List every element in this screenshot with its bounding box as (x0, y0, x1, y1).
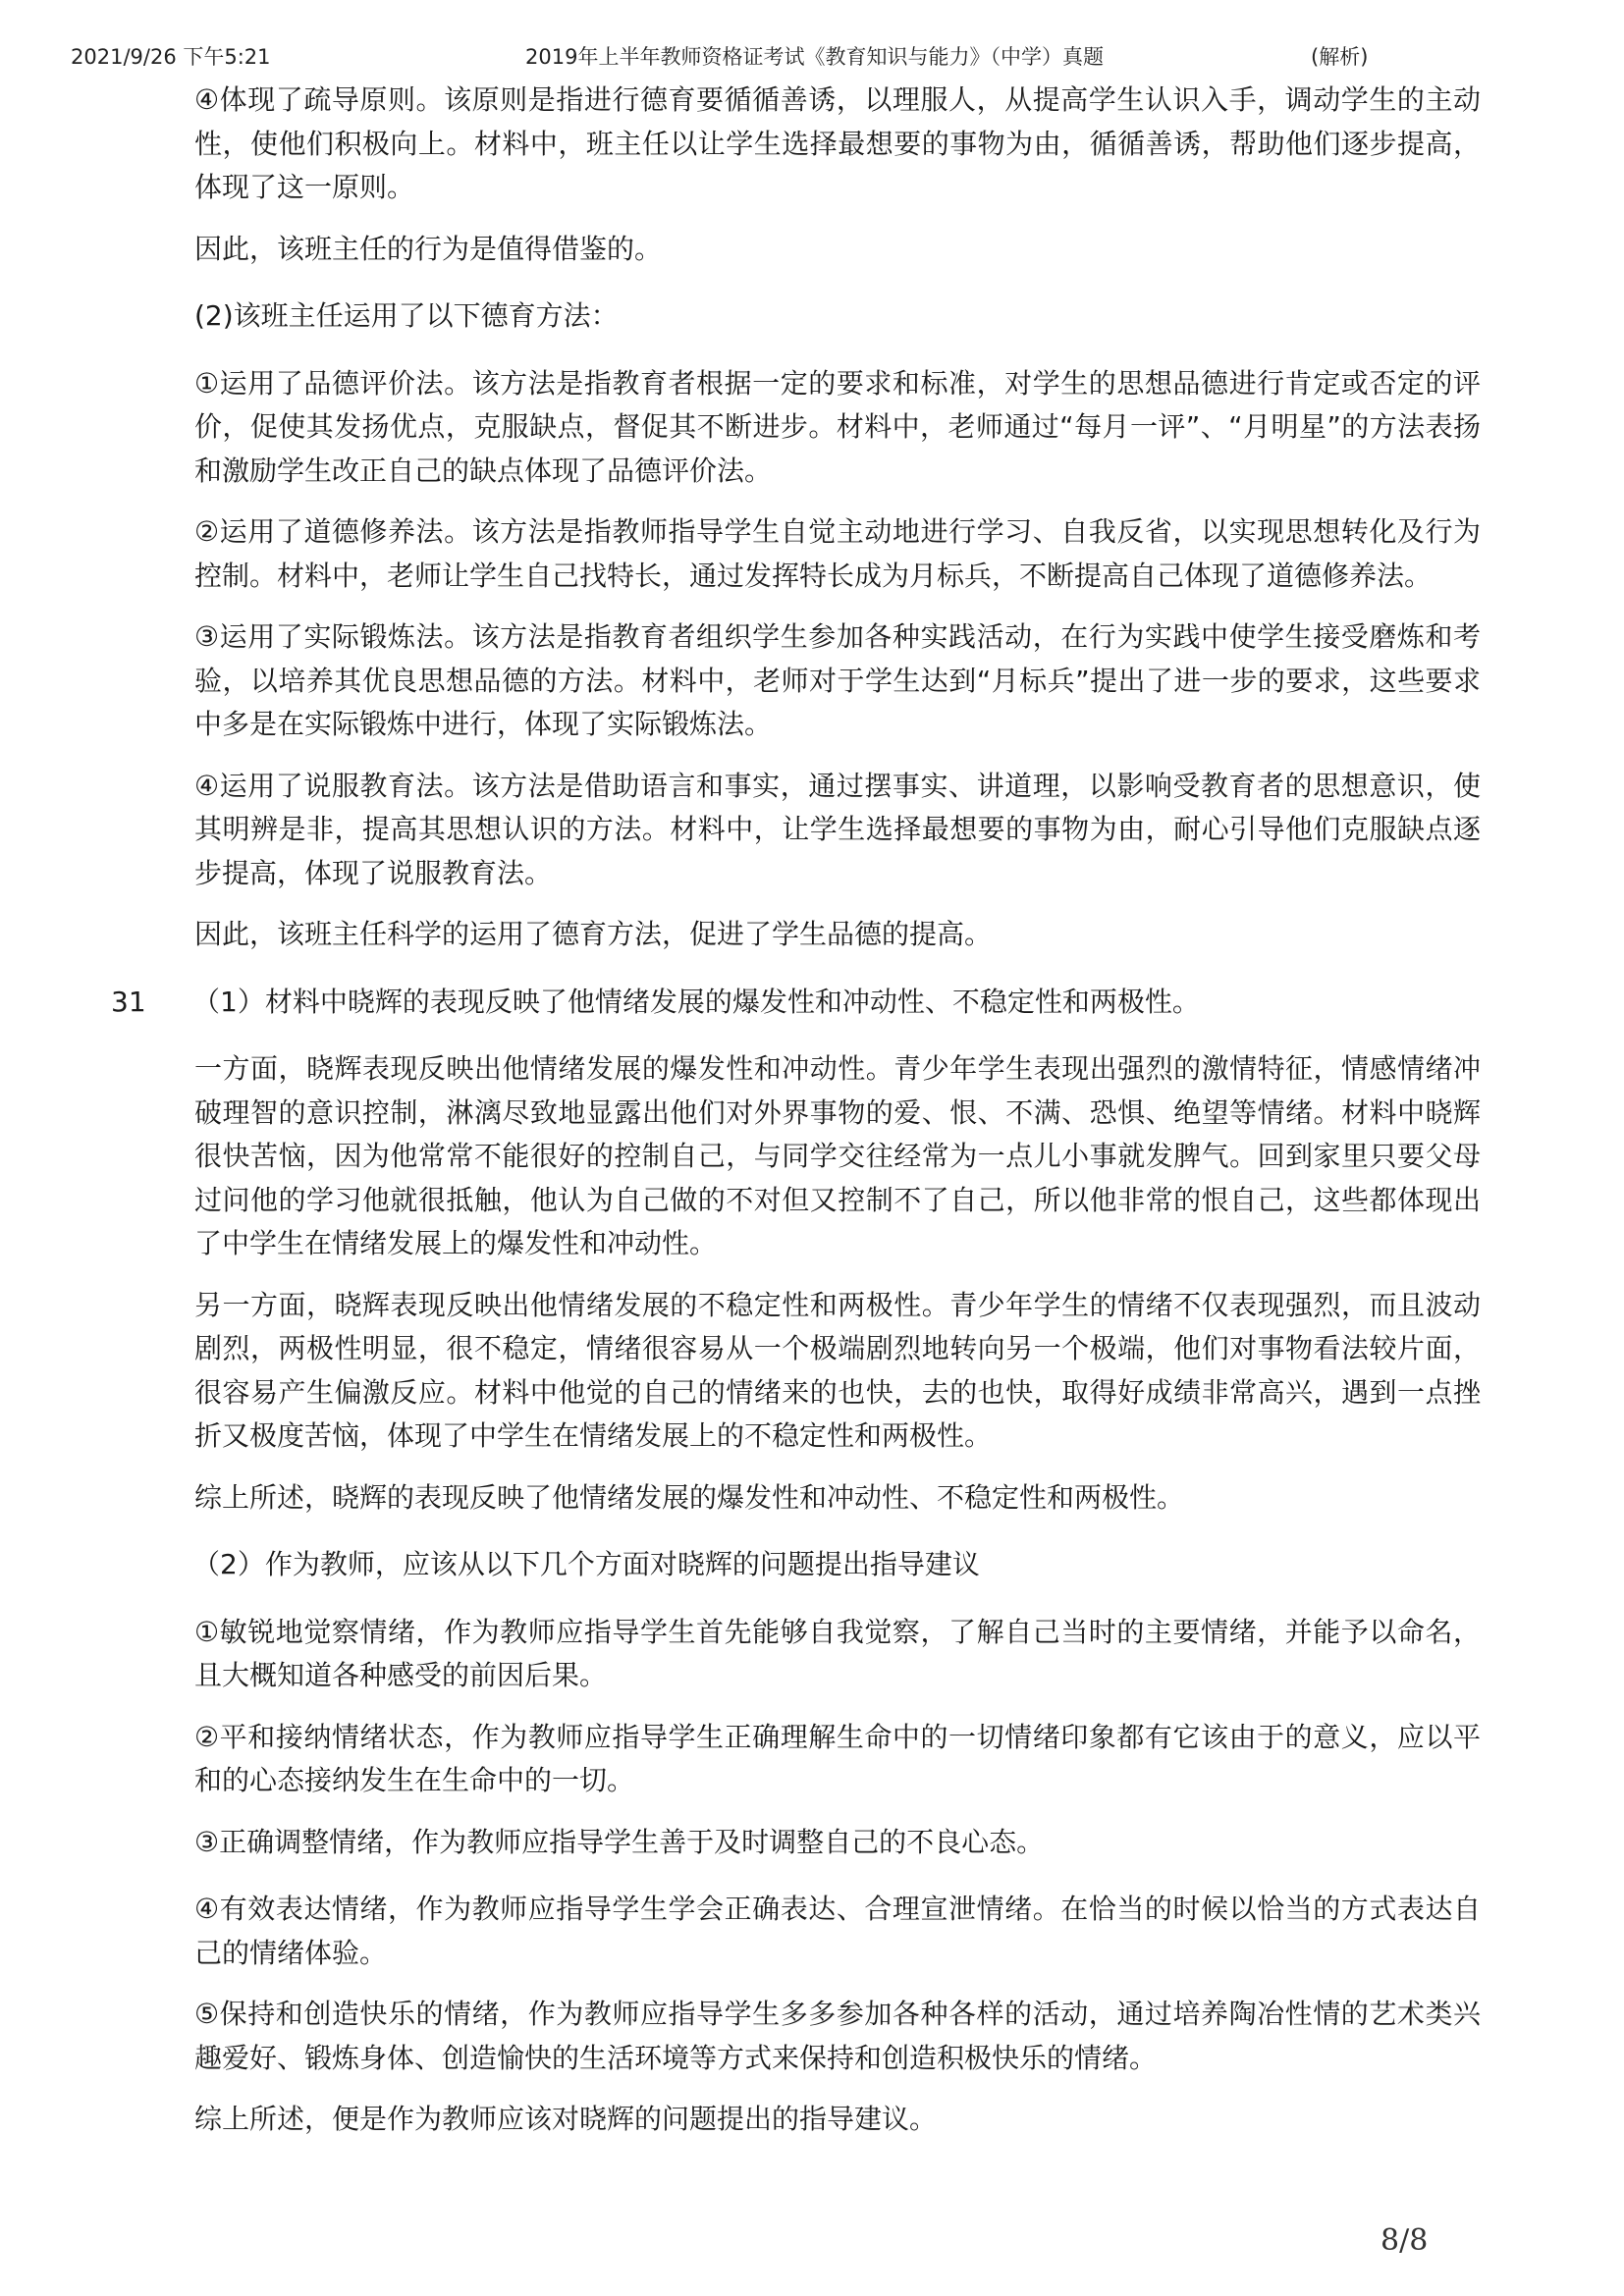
paragraph-explosive-impulsive: 一方面，晓辉表现反映出他情绪发展的爆发性和冲动性。青少年学生表现出强烈的激情特征，情感情绪冲破理智的意识控制，淋漓尽致地显露出他们对外界事物的爱、恨、不满、恐惧、绝望等情绪。材料中晓辉很快苦恼，因为他常常不能很好的控制自己，与同学交往经常为一点儿小事就发脾气。回到家里只要父母过问他的学习他就很抵触，他认为自己做的不对但又控制不了自己，所以他非常的恨自己，这些都体现出了中学生在情绪发展上的爆发性和冲动性。 (194, 1052, 1481, 1259)
paragraph-suggestion-3: ③正确调整情绪，作为教师应指导学生善于及时调整自己的不良心态。 (194, 1825, 1045, 1858)
paragraph-summary-1: 综上所述，晓辉的表现反映了他情绪发展的爆发性和冲动性、不稳定性和两极性。 (194, 1480, 1185, 1514)
paragraph-suggestion-4: ④有效表达情绪，作为教师应指导学生学会正确表达、合理宣泄情绪。在恰当的时候以恰当的方式表达自己的情绪体验。 (194, 1893, 1481, 1969)
paragraph-methods-intro: (2)该班主任运用了以下德育方法： (194, 299, 619, 332)
paragraph-method-self-cultivation: ②运用了道德修养法。该方法是指教师指导学生自觉主动地进行学习、自我反省，以实现思想转化及行为控制。材料中，老师让学生自己找特长，通过发挥特长成为月标兵，不断提高自己体现了道德修养法。 (194, 515, 1481, 592)
paragraph-suggestion-1: ①敏锐地觉察情绪，作为教师应指导学生首先能够自我觉察，了解自己当时的主要情绪，并能予以命名，且大概知道各种感受的前因后果。 (194, 1615, 1481, 1691)
page-number: 8/8 (1380, 2223, 1429, 2258)
answer-body (194, 79, 1481, 2142)
paragraph-method-persuasion: ④运用了说服教育法。该方法是借助语言和事实，通过摆事实、讲道理，以影响受教育者的思想意识，使其明辨是非，提高其思想认识的方法。材料中，让学生选择最想要的事物为由，耐心引导他们克服缺点逐步提高，体现了说服教育法。 (194, 769, 1481, 889)
paragraph-unstable-polar: 另一方面，晓辉表现反映出他情绪发展的不稳定性和两极性。青少年学生的情绪不仅表现强烈，而且波动剧烈，两极性明显，很不稳定，情绪很容易从一个极端剧烈地转向另一个极端，他们对事物看法较片面，很容易产生偏激反应。材料中他觉的自己的情绪来的也快，去的也快，取得好成绩非常高兴，遇到一点挫折又极度苦恼，体现了中学生在情绪发展上的不稳定性和两极性。 (194, 1288, 1481, 1452)
paragraph-method-evaluation: ①运用了品德评价法。该方法是指教育者根据一定的要求和标准，对学生的思想品德进行肯定或否定的评价，促使其发扬优点，克服缺点，督促其不断进步。材料中，老师通过“每月一评”、“月明星”的方法表扬和激励学生改正自己的缺点体现了品德评价法。 (194, 366, 1481, 487)
analysis-tag: (解析) (1311, 45, 1369, 69)
paragraph-guidance-principle: ④体现了疏导原则。该原则是指进行德育要循循善诱，以理服人，从提高学生认识入手，调动学生的主动性，使他们积极向上。材料中，班主任以让学生选择最想要的事物为由，循循善诱，帮助他们逐步提高，体现了这一原则。 (194, 83, 1481, 203)
paragraph-q31-part2: （2）作为教师，应该从以下几个方面对晓辉的问题提出指导建议 (192, 1548, 980, 1580)
paragraph-summary-2: 综上所述，便是作为教师应该对晓辉的问题提出的指导建议。 (194, 2103, 938, 2135)
print-timestamp: 2021/9/26 下午5:21 (71, 45, 271, 69)
paragraph-suggestion-5: ⑤保持和创造快乐的情绪，作为教师应指导学生多多参加各种各样的活动，通过培养陶冶性情的艺术类兴趣爱好、锻炼身体、创造愉快的生活环境等方式来保持和创造积极快乐的情绪。 (194, 1998, 1481, 2074)
paragraph-suggestion-2: ②平和接纳情绪状态，作为教师应指导学生正确理解生命中的一切情绪印象都有它该由于的意义，应以平和的心态接纳发生在生命中的一切。 (194, 1720, 1481, 1796)
paragraph-method-practice: ③运用了实际锻炼法。该方法是指教育者组织学生参加各种实践活动，在行为实践中使学生接受磨炼和考验，以培养其优良思想品德的方法。材料中，老师对于学生达到“月标兵”提出了进一步的要求，这些要求中多是在实际锻炼中进行，体现了实际锻炼法。 (194, 620, 1481, 740)
paragraph-conclusion-1: 因此，该班主任的行为是值得借鉴的。 (194, 232, 663, 265)
document-title: 2019年上半年教师资格证考试《教育知识与能力》（中学）真题 (525, 45, 1104, 69)
paragraph-conclusion-2: 因此，该班主任科学的运用了德育方法，促进了学生品德的提高。 (194, 918, 993, 950)
question-number: 31 (111, 985, 146, 1018)
paragraph-q31-part1: （1）材料中晓辉的表现反映了他情绪发展的爆发性和冲动性、不稳定性和两极性。 (192, 985, 1200, 1018)
